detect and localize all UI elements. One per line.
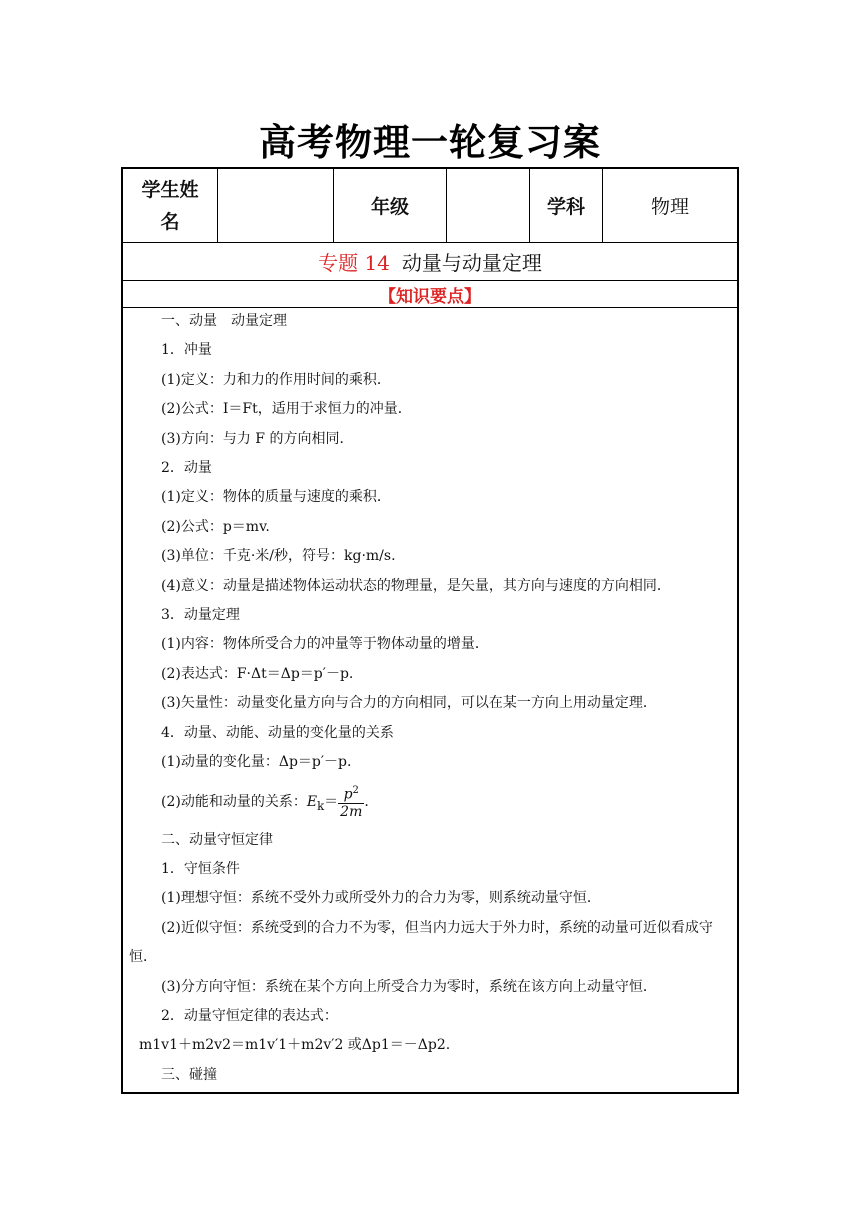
page-title: 高考物理一轮复习案 xyxy=(259,121,601,164)
content-line: (2)动能和动量的关系：$E_k=$ $\frac{p^2}{2m}$ . xyxy=(129,778,733,826)
subject-value: 物理 xyxy=(650,196,689,218)
subsection-heading: 3．动量定理 xyxy=(161,607,240,624)
content-line: (2)公式：I＝Ft，适用于求恒力的冲量． xyxy=(161,401,412,418)
content-line: (3)方向：与力 F 的方向相同． xyxy=(161,430,354,447)
knowledge-content xyxy=(129,307,733,1090)
grade-label: 年级 xyxy=(334,169,447,242)
section-heading: 二、动量守恒定律 xyxy=(161,831,273,848)
content-line: (1)动量的变化量：Δp＝p′－p. xyxy=(161,754,352,771)
content-line: (1)理想守恒：系统不受外力或所受外力的合力为零，则系统动量守恒． xyxy=(161,890,601,907)
worksheet-table xyxy=(121,167,739,1094)
subsection-heading: 4．动量、动能、动量的变化量的关系 xyxy=(161,724,394,741)
section-heading: 三、碰撞 xyxy=(161,1066,217,1083)
energy-momentum-fraction: $\frac{p^2}{2m}$ xyxy=(338,782,364,822)
content-line: (1)定义：物体的质量与速度的乘积． xyxy=(161,489,391,506)
knowledge-points-header: 【知识要点】 xyxy=(123,281,737,308)
content-line: (2)公式：p＝mv. xyxy=(161,518,270,535)
topic-name: 动量与动量定理 xyxy=(401,251,542,275)
content-line: (3)矢量性：动量变化量方向与合力的方向相同，可以在某一方向上用动量定理． xyxy=(161,695,657,712)
subsection-heading: 2．动量守恒定律的表达式： xyxy=(161,1007,338,1024)
formula-line: m1v1＋m2v2＝m1v′1＋m2v′2 或Δp1＝－Δp2. xyxy=(139,1037,451,1054)
student-name-field[interactable] xyxy=(218,169,334,242)
section-heading: 一、动量 动量定理 xyxy=(161,313,287,329)
content-line: (1)内容：物体所受合力的冲量等于物体动量的增量． xyxy=(161,636,489,653)
grade-field[interactable] xyxy=(447,169,530,242)
topic-number: 专题 14 xyxy=(318,251,390,275)
subject-label: 学科 xyxy=(530,169,603,242)
content-line: (1)定义：力和力的作用时间的乘积． xyxy=(161,371,391,388)
content-line: (3)单位：千克·米/秒，符号：kg·m/s. xyxy=(161,548,396,565)
student-name-label: 学生姓名 xyxy=(123,169,218,242)
subsection-heading: 2．动量 xyxy=(161,460,212,477)
subsection-heading: 1．冲量 xyxy=(161,342,212,359)
content-line: (2)近似守恒：系统受到的合力不为零，但当内力远大于外力时，系统的动量可近似看成守恒． xyxy=(129,919,713,966)
content-line: (4)意义：动量是描述物体运动状态的物理量，是矢量，其方向与速度的方向相同． xyxy=(161,577,671,594)
student-info-row xyxy=(123,169,737,243)
content-line: (3)分方向守恒：系统在某个方向上所受合力为零时，系统在该方向上动量守恒． xyxy=(161,978,657,995)
subsection-heading: 1．守恒条件 xyxy=(161,860,240,877)
content-line: (2)表达式：F·Δt＝Δp＝p′－p. xyxy=(161,665,354,682)
topic-header xyxy=(123,243,737,281)
